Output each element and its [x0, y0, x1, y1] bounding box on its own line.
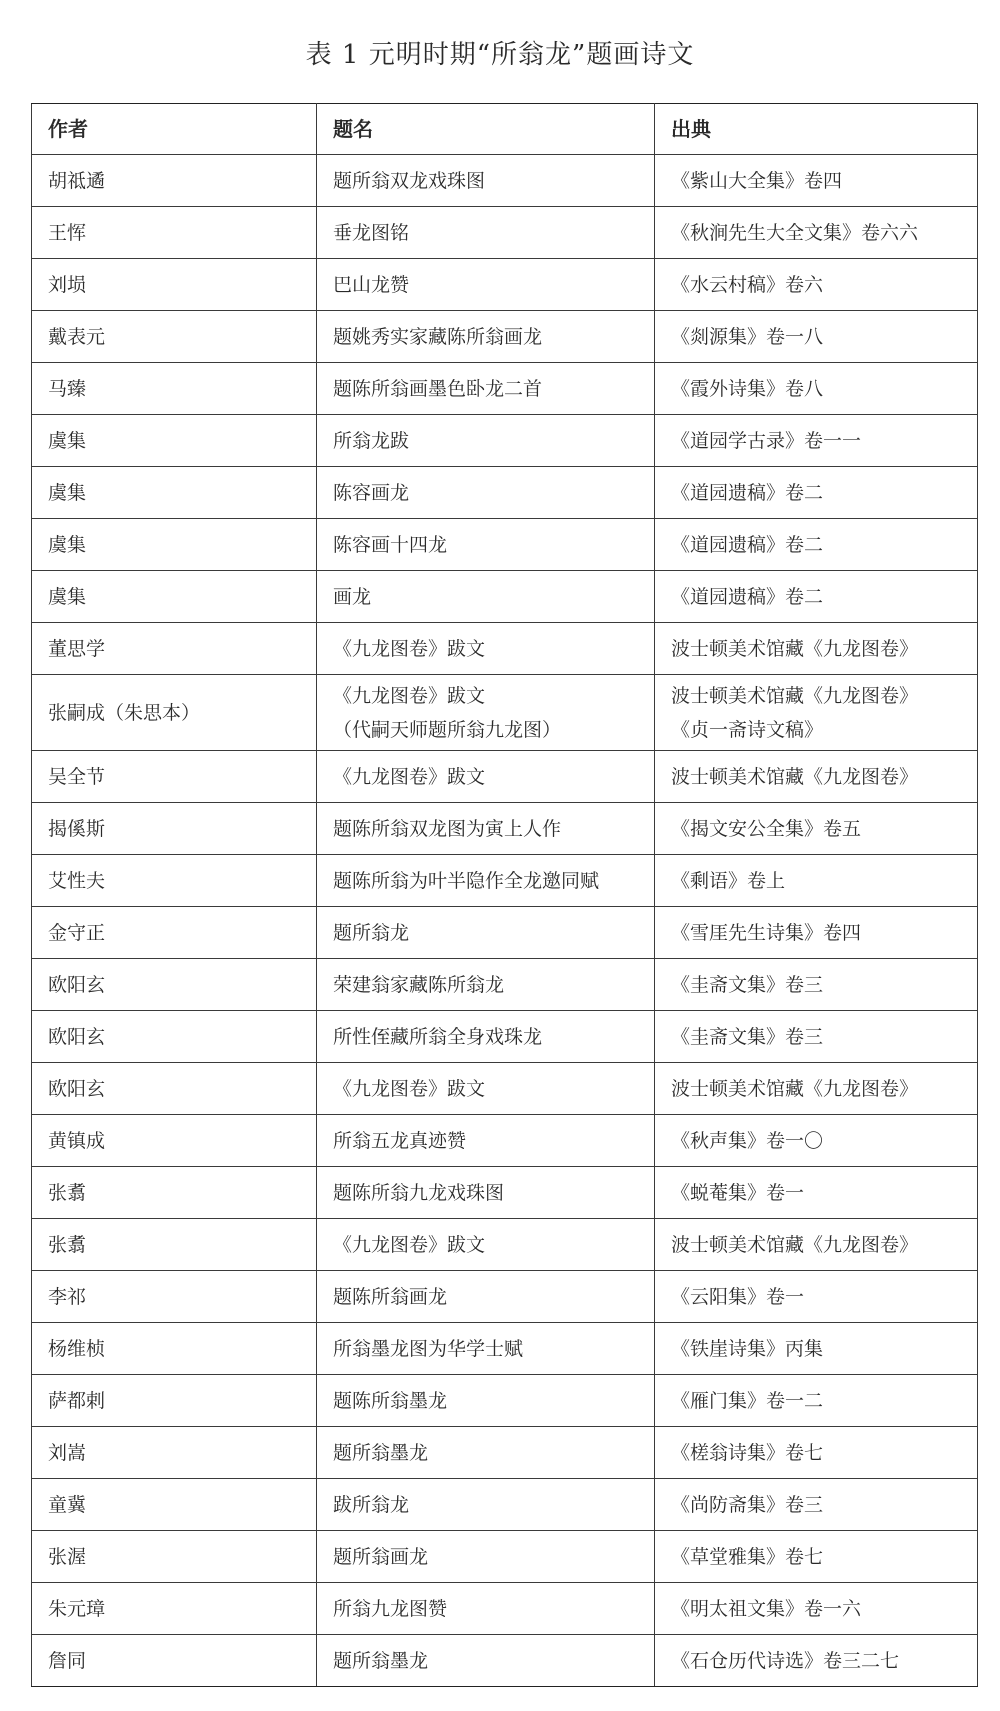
title-line: 题所翁墨龙 — [333, 1441, 429, 1464]
cell-source — [655, 1427, 978, 1479]
source-line: 《秋涧先生大全文集》卷六六 — [671, 221, 919, 244]
source-line: 《尚防斋集》卷三 — [671, 1493, 824, 1516]
cell-author: 童冀 — [32, 1479, 317, 1531]
table-body — [32, 155, 978, 1687]
table-row — [32, 1115, 978, 1167]
cell-author: 虞集 — [32, 415, 317, 467]
cell-title — [317, 1583, 655, 1635]
table-row — [32, 363, 978, 415]
table-row — [32, 1011, 978, 1063]
title-line: 所性侄藏所翁全身戏珠龙 — [333, 1025, 543, 1048]
cell-title — [317, 1479, 655, 1531]
title-line: 题所翁墨龙 — [333, 1649, 429, 1672]
table-row — [32, 571, 978, 623]
cell-author: 张嗣成（朱思本） — [32, 675, 317, 751]
table-row — [32, 311, 978, 363]
source-line: 《道园学古录》卷一一 — [671, 429, 862, 452]
source-line: 《贞一斋诗文稿》 — [671, 718, 824, 741]
cell-author: 虞集 — [32, 467, 317, 519]
header-source: 出典 — [655, 104, 978, 155]
cell-author: 欧阳玄 — [32, 1011, 317, 1063]
title-line: 题姚秀实家藏陈所翁画龙 — [333, 325, 543, 348]
title-line: 所翁墨龙图为华学士赋 — [333, 1337, 524, 1360]
title-line: 跋所翁龙 — [333, 1493, 410, 1516]
cell-source — [655, 1271, 978, 1323]
cell-title — [317, 155, 655, 207]
source-line: 《云阳集》卷一 — [671, 1285, 805, 1308]
cell-author: 张翥 — [32, 1167, 317, 1219]
cell-author: 金守正 — [32, 907, 317, 959]
title-line: 题陈所翁墨龙 — [333, 1389, 448, 1412]
cell-source — [655, 855, 978, 907]
title-line: 题陈所翁画龙 — [333, 1285, 448, 1308]
cell-source — [655, 1479, 978, 1531]
cell-title — [317, 623, 655, 675]
cell-title — [317, 1635, 655, 1687]
cell-author: 欧阳玄 — [32, 1063, 317, 1115]
cell-author: 张渥 — [32, 1531, 317, 1583]
cell-title — [317, 1323, 655, 1375]
cell-source — [655, 907, 978, 959]
table-row — [32, 467, 978, 519]
title-line: 垂龙图铭 — [333, 221, 410, 244]
title-line: 陈容画龙 — [333, 481, 410, 504]
cell-title — [317, 675, 655, 751]
cell-source — [655, 803, 978, 855]
cell-author: 虞集 — [32, 571, 317, 623]
cell-source — [655, 207, 978, 259]
table-row — [32, 415, 978, 467]
cell-source — [655, 363, 978, 415]
cell-source — [655, 311, 978, 363]
source-line: 《圭斋文集》卷三 — [671, 1025, 824, 1048]
cell-author: 马臻 — [32, 363, 317, 415]
title-line: 题所翁龙 — [333, 921, 410, 944]
cell-title — [317, 1219, 655, 1271]
table-row — [32, 623, 978, 675]
title-line: 画龙 — [333, 585, 372, 608]
source-line: 波士顿美术馆藏《九龙图卷》 — [671, 765, 919, 788]
table-row — [32, 1531, 978, 1583]
cell-title — [317, 1115, 655, 1167]
title-line: 题陈所翁为叶半隐作全龙邀同赋 — [333, 869, 600, 892]
cell-author: 刘嵩 — [32, 1427, 317, 1479]
cell-source — [655, 467, 978, 519]
cell-author: 朱元璋 — [32, 1583, 317, 1635]
table-row — [32, 207, 978, 259]
source-line: 《霞外诗集》卷八 — [671, 377, 824, 400]
title-line: 荣建翁家藏陈所翁龙 — [333, 973, 505, 996]
cell-title — [317, 1531, 655, 1583]
cell-title — [317, 571, 655, 623]
cell-title — [317, 751, 655, 803]
cell-source — [655, 1167, 978, 1219]
source-line: 《剡源集》卷一八 — [671, 325, 824, 348]
table-row — [32, 907, 978, 959]
cell-author: 戴表元 — [32, 311, 317, 363]
source-line: 《秋声集》卷一〇 — [671, 1129, 824, 1152]
table-row — [32, 1167, 978, 1219]
cell-source — [655, 1063, 978, 1115]
table-row — [32, 519, 978, 571]
cell-title — [317, 519, 655, 571]
title-line: 《九龙图卷》跋文 — [333, 684, 486, 707]
source-line: 《槎翁诗集》卷七 — [671, 1441, 824, 1464]
table-row — [32, 855, 978, 907]
table-row — [32, 1271, 978, 1323]
cell-author: 詹同 — [32, 1635, 317, 1687]
title-line: 陈容画十四龙 — [333, 533, 448, 556]
cell-author: 虞集 — [32, 519, 317, 571]
cell-title — [317, 363, 655, 415]
table-row — [32, 803, 978, 855]
source-line: 《圭斋文集》卷三 — [671, 973, 824, 996]
cell-source — [655, 623, 978, 675]
title-line: 题所翁画龙 — [333, 1545, 429, 1568]
source-line: 《剩语》卷上 — [671, 869, 786, 892]
cell-author: 胡祗遹 — [32, 155, 317, 207]
title-line: （代嗣天师题所翁九龙图） — [333, 718, 562, 741]
cell-title — [317, 855, 655, 907]
title-line: 《九龙图卷》跋文 — [333, 637, 486, 660]
cell-author: 王恽 — [32, 207, 317, 259]
poems-table — [31, 103, 978, 1687]
cell-author: 欧阳玄 — [32, 959, 317, 1011]
cell-title — [317, 1063, 655, 1115]
source-line: 《蜕菴集》卷一 — [671, 1181, 805, 1204]
header-title: 题名 — [317, 104, 655, 155]
source-line: 《道园遗稿》卷二 — [671, 533, 824, 556]
cell-author: 吴全节 — [32, 751, 317, 803]
title-line: 巴山龙赞 — [333, 273, 410, 296]
title-line: 所翁龙跋 — [333, 429, 410, 452]
cell-author: 艾性夫 — [32, 855, 317, 907]
cell-title — [317, 467, 655, 519]
table-row — [32, 959, 978, 1011]
table-row — [32, 751, 978, 803]
cell-title — [317, 259, 655, 311]
cell-author: 萨都剌 — [32, 1375, 317, 1427]
cell-source — [655, 1635, 978, 1687]
cell-title — [317, 1011, 655, 1063]
source-line: 《铁崖诗集》丙集 — [671, 1337, 824, 1360]
source-line: 《紫山大全集》卷四 — [671, 169, 843, 192]
cell-source — [655, 1219, 978, 1271]
cell-source — [655, 1375, 978, 1427]
source-line: 波士顿美术馆藏《九龙图卷》 — [671, 684, 919, 707]
cell-author: 董思学 — [32, 623, 317, 675]
cell-source — [655, 675, 978, 751]
table-row — [32, 1323, 978, 1375]
source-line: 波士顿美术馆藏《九龙图卷》 — [671, 1233, 919, 1256]
cell-source — [655, 1115, 978, 1167]
cell-source — [655, 1531, 978, 1583]
table-row — [32, 1635, 978, 1687]
table-row — [32, 1219, 978, 1271]
source-line: 《揭文安公全集》卷五 — [671, 817, 862, 840]
cell-source — [655, 571, 978, 623]
cell-title — [317, 1167, 655, 1219]
source-line: 《道园遗稿》卷二 — [671, 481, 824, 504]
cell-source — [655, 155, 978, 207]
table-row — [32, 1427, 978, 1479]
title-line: 《九龙图卷》跋文 — [333, 1077, 486, 1100]
cell-source — [655, 519, 978, 571]
title-line: 《九龙图卷》跋文 — [333, 765, 486, 788]
source-line: 《石仓历代诗选》卷三二七 — [671, 1649, 900, 1672]
table-row — [32, 155, 978, 207]
table-row — [32, 1375, 978, 1427]
cell-title — [317, 207, 655, 259]
source-line: 《明太祖文集》卷一六 — [671, 1597, 862, 1620]
source-line: 波士顿美术馆藏《九龙图卷》 — [671, 637, 919, 660]
source-line: 《雪厓先生诗集》卷四 — [671, 921, 862, 944]
cell-author: 张翥 — [32, 1219, 317, 1271]
cell-source — [655, 259, 978, 311]
cell-author: 杨维桢 — [32, 1323, 317, 1375]
table-caption: 表 1 元明时期“所翁龙”题画诗文 — [305, 40, 695, 70]
cell-author: 黄镇成 — [32, 1115, 317, 1167]
source-line: 《雁门集》卷一二 — [671, 1389, 824, 1412]
table-row — [32, 675, 978, 751]
title-line: 题所翁双龙戏珠图 — [333, 169, 486, 192]
cell-title — [317, 311, 655, 363]
cell-title — [317, 907, 655, 959]
table-row — [32, 1063, 978, 1115]
cell-source — [655, 1583, 978, 1635]
source-line: 《草堂雅集》卷七 — [671, 1545, 824, 1568]
cell-title — [317, 959, 655, 1011]
cell-title — [317, 1375, 655, 1427]
header-author: 作者 — [32, 104, 317, 155]
cell-title — [317, 1271, 655, 1323]
title-line: 题陈所翁双龙图为寅上人作 — [333, 817, 562, 840]
table-row — [32, 259, 978, 311]
title-line: 《九龙图卷》跋文 — [333, 1233, 486, 1256]
cell-title — [317, 803, 655, 855]
cell-source — [655, 751, 978, 803]
cell-author: 揭傒斯 — [32, 803, 317, 855]
cell-author: 李祁 — [32, 1271, 317, 1323]
table-header-row — [32, 104, 978, 155]
cell-source — [655, 1011, 978, 1063]
source-line: 《水云村稿》卷六 — [671, 273, 824, 296]
source-line: 《道园遗稿》卷二 — [671, 585, 824, 608]
title-line: 题陈所翁九龙戏珠图 — [333, 1181, 505, 1204]
cell-title — [317, 415, 655, 467]
title-line: 所翁九龙图赞 — [333, 1597, 448, 1620]
cell-title — [317, 1427, 655, 1479]
cell-source — [655, 1323, 978, 1375]
cell-source — [655, 959, 978, 1011]
table-row — [32, 1479, 978, 1531]
source-line: 波士顿美术馆藏《九龙图卷》 — [671, 1077, 919, 1100]
cell-source — [655, 415, 978, 467]
title-line: 题陈所翁画墨色卧龙二首 — [333, 377, 543, 400]
title-line: 所翁五龙真迹赞 — [333, 1129, 467, 1152]
table-row — [32, 1583, 978, 1635]
cell-author: 刘埙 — [32, 259, 317, 311]
